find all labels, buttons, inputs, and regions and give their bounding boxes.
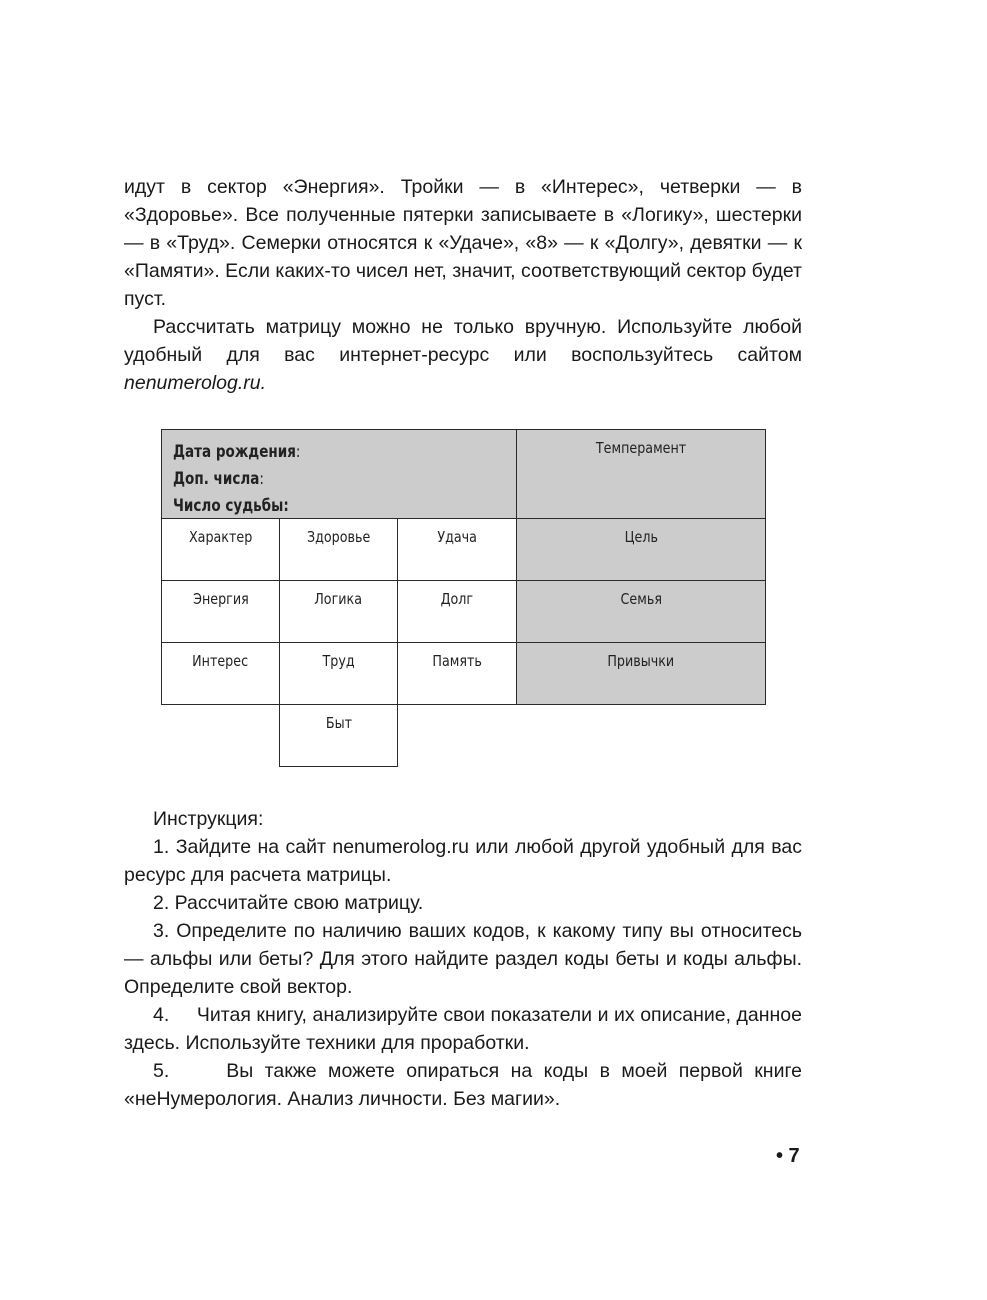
matrix-header-info bbox=[161, 429, 517, 519]
extra-numbers-label: Доп. числа bbox=[173, 469, 260, 488]
paragraph-1 bbox=[124, 173, 802, 313]
fate-number-label: Число судьбы: bbox=[173, 496, 289, 515]
paragraph-2 bbox=[124, 313, 802, 397]
instructions bbox=[124, 805, 808, 1113]
cell-health: Здоровье bbox=[279, 518, 398, 581]
fate-number-row bbox=[173, 492, 454, 519]
cell-goal: Цель bbox=[516, 518, 766, 581]
cell-household: Быт bbox=[279, 704, 398, 767]
instructions-title: Инструкция: bbox=[153, 808, 264, 830]
birth-date-row bbox=[173, 438, 454, 465]
cell-duty: Долг bbox=[397, 580, 517, 643]
birth-date-label: Дата рождения bbox=[173, 442, 296, 461]
instruction-item-1: 1. Зайдите на сайт nenumerolog.ru или любой другой удобный для вас ресурс для расчета матрицы. bbox=[124, 836, 802, 886]
page-number: • 7 bbox=[776, 1145, 800, 1167]
cell-temperament: Темперамент bbox=[516, 429, 766, 519]
paragraph-2-text bbox=[124, 313, 802, 397]
instruction-item-3: 3. Определите по наличию ваших кодов, к какому типу вы относитесь — альфы или беты? Для этого найдите раздел коды беты и коды альфы. Определите свой вектор. bbox=[124, 920, 802, 998]
instruction-item-4: 4. Читая книгу, анализируйте свои показатели и их описание, данное здесь. Используйте техники для проработки. bbox=[124, 1004, 808, 1054]
cell-memory: Память bbox=[397, 642, 517, 705]
cell-family: Семья bbox=[516, 580, 766, 643]
paragraph-2-body: Рассчитать матрицу можно не только вручную. Используйте любой удобный для вас интернет-ресурс или воспользуйтесь сайтом bbox=[124, 316, 802, 366]
cell-habits: Привычки bbox=[516, 642, 766, 705]
site-link[interactable]: nenumerolog.ru. bbox=[124, 372, 267, 394]
extra-numbers-colon: : bbox=[259, 469, 264, 488]
instruction-item-5: 5. Вы также можете опираться на коды в моей первой книге «неНумерология. Анализ личности. Без магии». bbox=[124, 1060, 808, 1110]
cell-energy: Энергия bbox=[161, 580, 280, 643]
cell-logic: Логика bbox=[279, 580, 398, 643]
birth-date-colon: : bbox=[295, 442, 301, 461]
cell-interest: Интерес bbox=[161, 642, 280, 705]
extra-numbers-row bbox=[173, 465, 454, 492]
paragraph-1-text: идут в сектор «Энергия». Тройки — в «Интерес», четверки — в «Здоровье». Все полученные пятерки записываете в «Логику», шестерки — в «Труд». Семерки относятся к «Удаче», «8» — к «Долгу», девятки — к «Памяти». Если каких-то чисел нет, значит, соответствующий сектор будет пуст. bbox=[124, 176, 802, 310]
cell-luck: Удача bbox=[397, 518, 517, 581]
cell-character: Характер bbox=[161, 518, 280, 581]
cell-work: Труд bbox=[279, 642, 398, 705]
instruction-item-2: 2. Рассчитайте свою матрицу. bbox=[153, 892, 424, 914]
